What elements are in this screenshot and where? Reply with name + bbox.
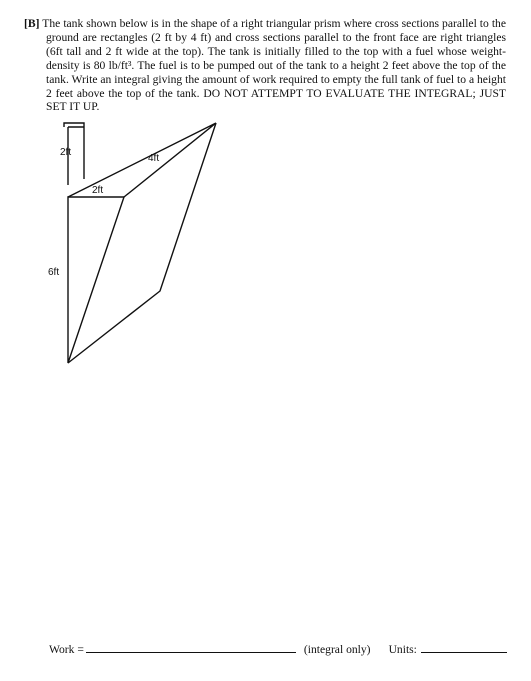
problem-label: [B] <box>24 17 40 30</box>
tank-diagram <box>40 115 230 375</box>
pipe-height-label: 2ft <box>60 147 72 158</box>
top-back-edge <box>124 197 160 291</box>
units-answer-blank[interactable] <box>421 642 507 653</box>
top-face <box>68 123 216 197</box>
problem-statement <box>24 17 506 114</box>
tank-figure <box>40 115 230 375</box>
answer-line <box>49 642 519 657</box>
problem-paragraph <box>24 17 506 114</box>
integral-note: (integral only) <box>303 643 371 656</box>
problem-text: The tank shown below is in the shape of a right triangular prism where cross sections parallel to the ground are rectangles (2 ft by 4 ft) and cross sections parallel to the front face are right triangles (6ft tall and 2 ft wide at the top). The tank is initially filled to the top with a fuel whose weight-density is 80 lb/ft³. The fuel is to be pumped out of the tank to a height 2 feet above the top of the tank. Write an integral giving the amount of work required to empty the full tank of fuel to a height 2 feet above the top of the tank. DO NOT ATTEMPT TO EVALUATE THE INTEGRAL; JUST SET IT UP. <box>42 17 506 114</box>
length-label: 4ft <box>148 153 160 164</box>
width-label: 2ft <box>92 185 104 196</box>
work-answer-blank[interactable] <box>86 642 296 653</box>
height-label: 6ft <box>48 267 60 278</box>
work-label: Work = <box>49 643 84 656</box>
front-face <box>68 197 124 363</box>
units-label: Units: <box>388 643 417 656</box>
